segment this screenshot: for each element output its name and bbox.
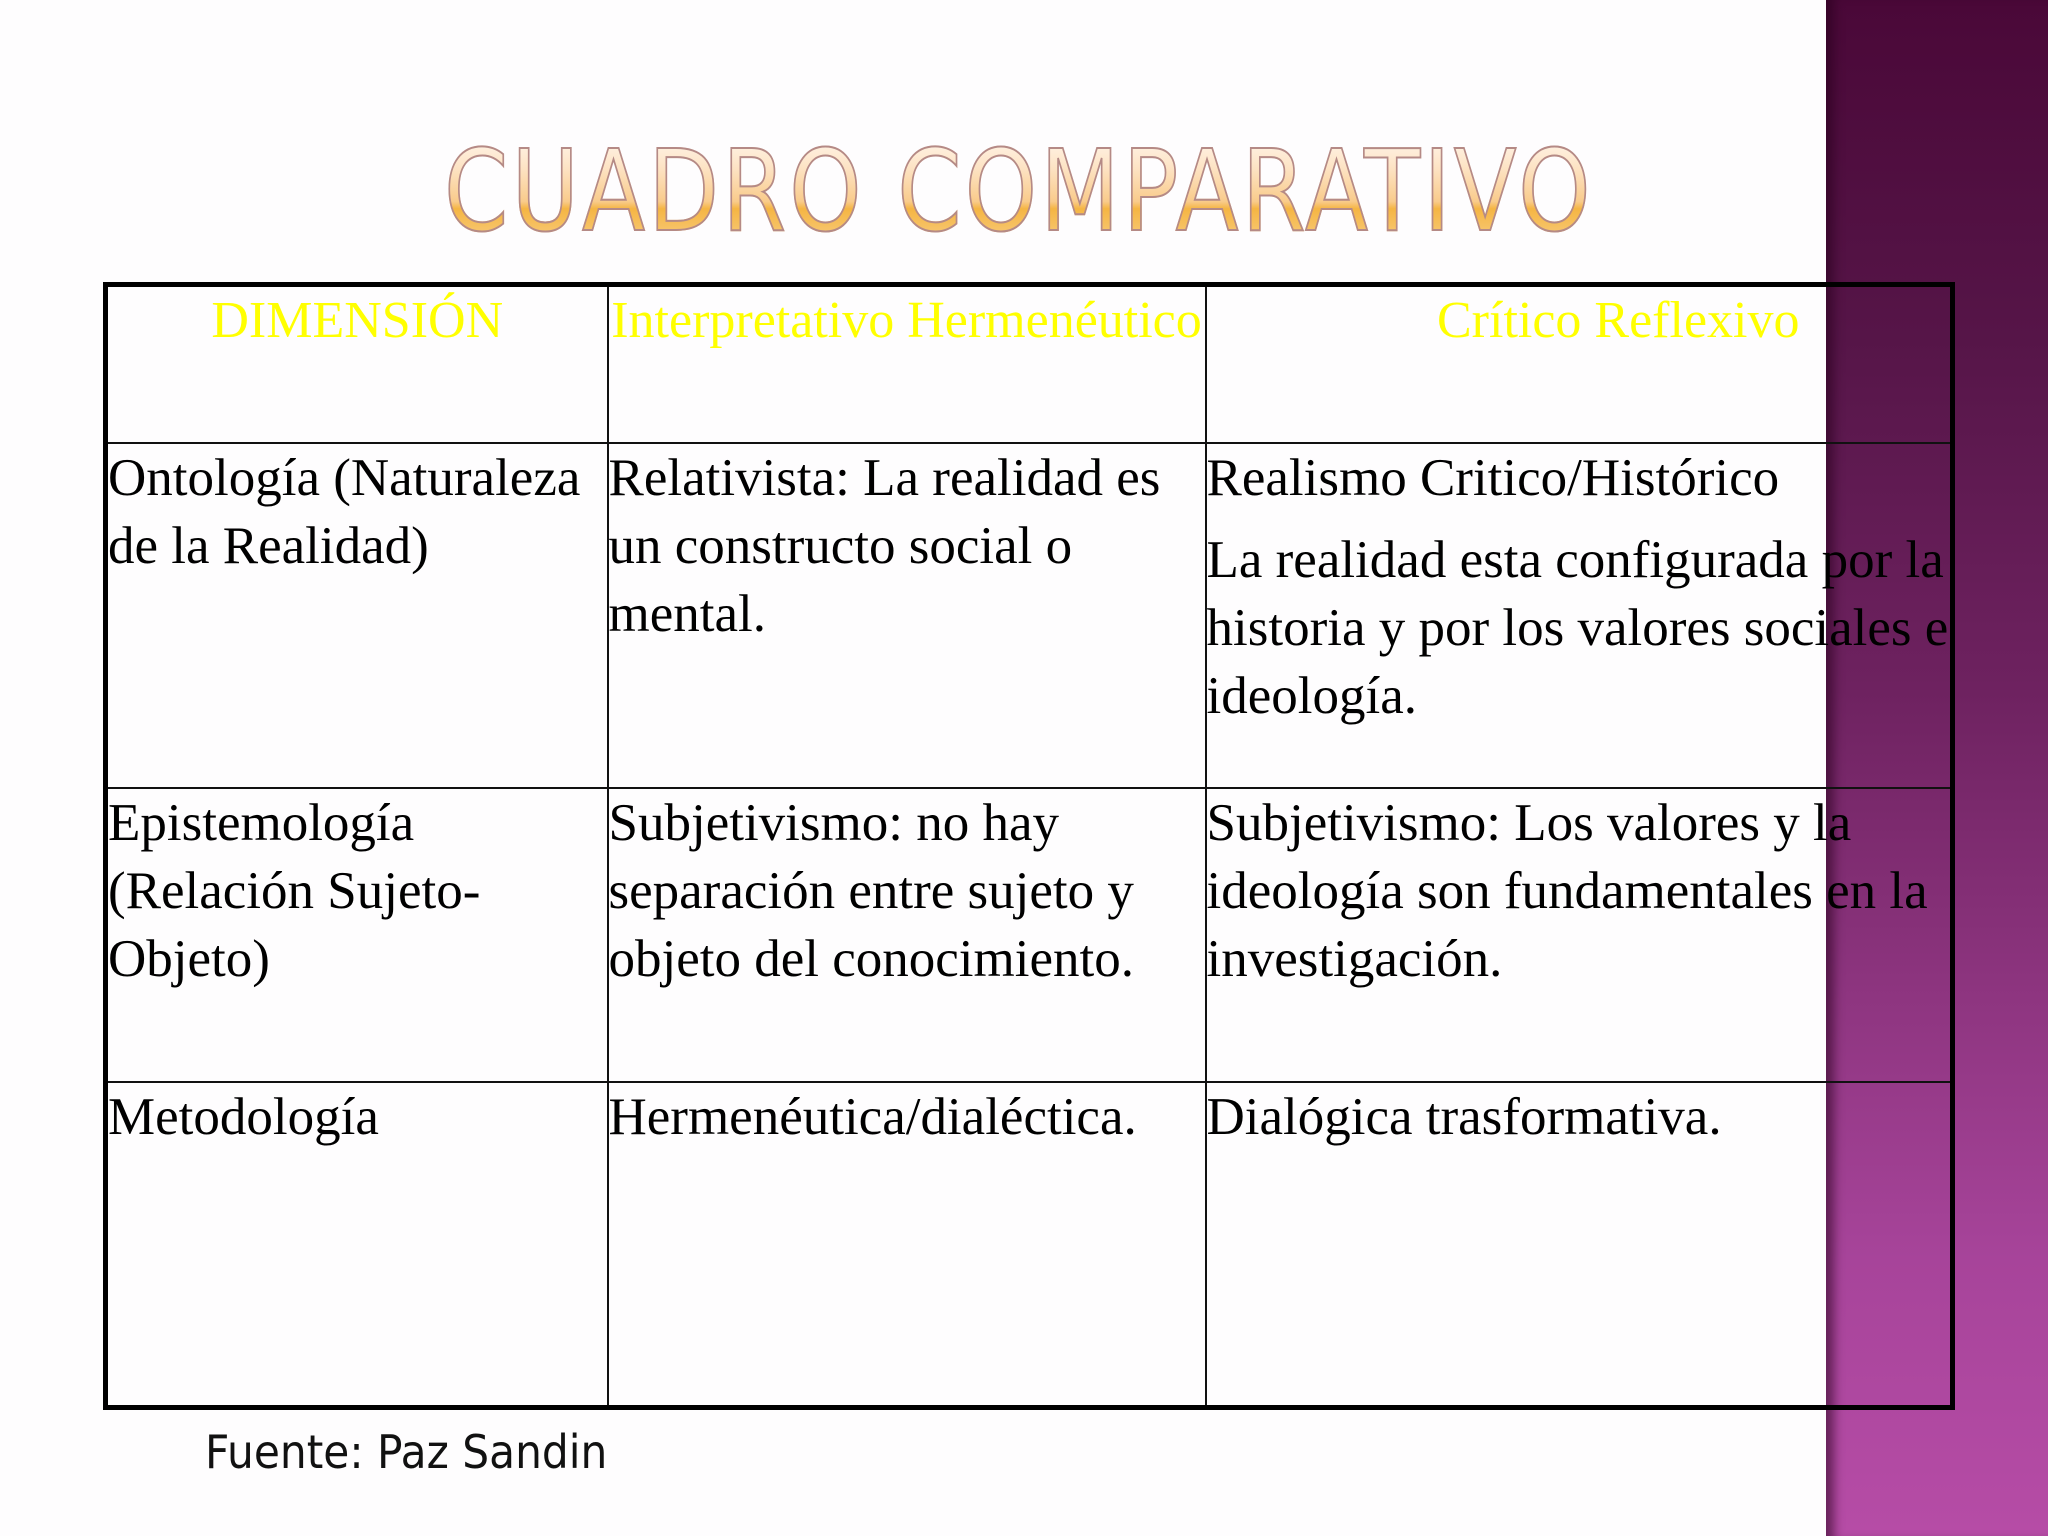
cell-critico-line: Subjetivismo: Los valores y la ideología son fundamentales en la investigación. [1206,793,1928,988]
header-critico: Crítico Reflexivo [1206,285,1953,443]
cell-critico-line: Dialógica trasformativa. [1206,1087,1722,1146]
table-row [106,443,1953,788]
comparison-table [103,282,1955,1410]
cell-critico [1206,788,1953,1082]
cell-interpretativo: Relativista: La realidad es un constructo social o mental. [608,443,1206,788]
header-dimension: DIMENSIÓN [106,285,608,443]
cell-critico [1206,443,1953,788]
comparison-table-container [103,282,1950,1405]
cell-dimension: Epistemología (Relación Sujeto-Objeto) [106,788,608,1082]
table-row [106,788,1953,1082]
header-interpretativo-text: Interpretativo Hermenéutico [611,292,1202,349]
cell-critico [1206,1082,1953,1408]
slide-title [0,127,2048,257]
header-interpretativo [608,285,1206,443]
cell-critico-line: Realismo Critico/Histórico [1206,448,1780,507]
table-row [106,1082,1953,1408]
cell-dimension: Metodología [106,1082,608,1408]
cell-interpretativo: Subjetivismo: no hay separación entre sujeto y objeto del conocimiento. [608,788,1206,1082]
table-header-row [106,285,1953,443]
source-caption: Fuente: Paz Sandin [205,1425,608,1479]
cell-critico-line: La realidad esta configurada por la historia y por los valores sociales e ideología. [1206,530,1949,725]
slide-title-text: CUADRO COMPARATIVO [444,127,1594,257]
cell-dimension: Ontología (Naturaleza de la Realidad) [106,443,608,788]
cell-interpretativo: Hermenéutica/dialéctica. [608,1082,1206,1408]
